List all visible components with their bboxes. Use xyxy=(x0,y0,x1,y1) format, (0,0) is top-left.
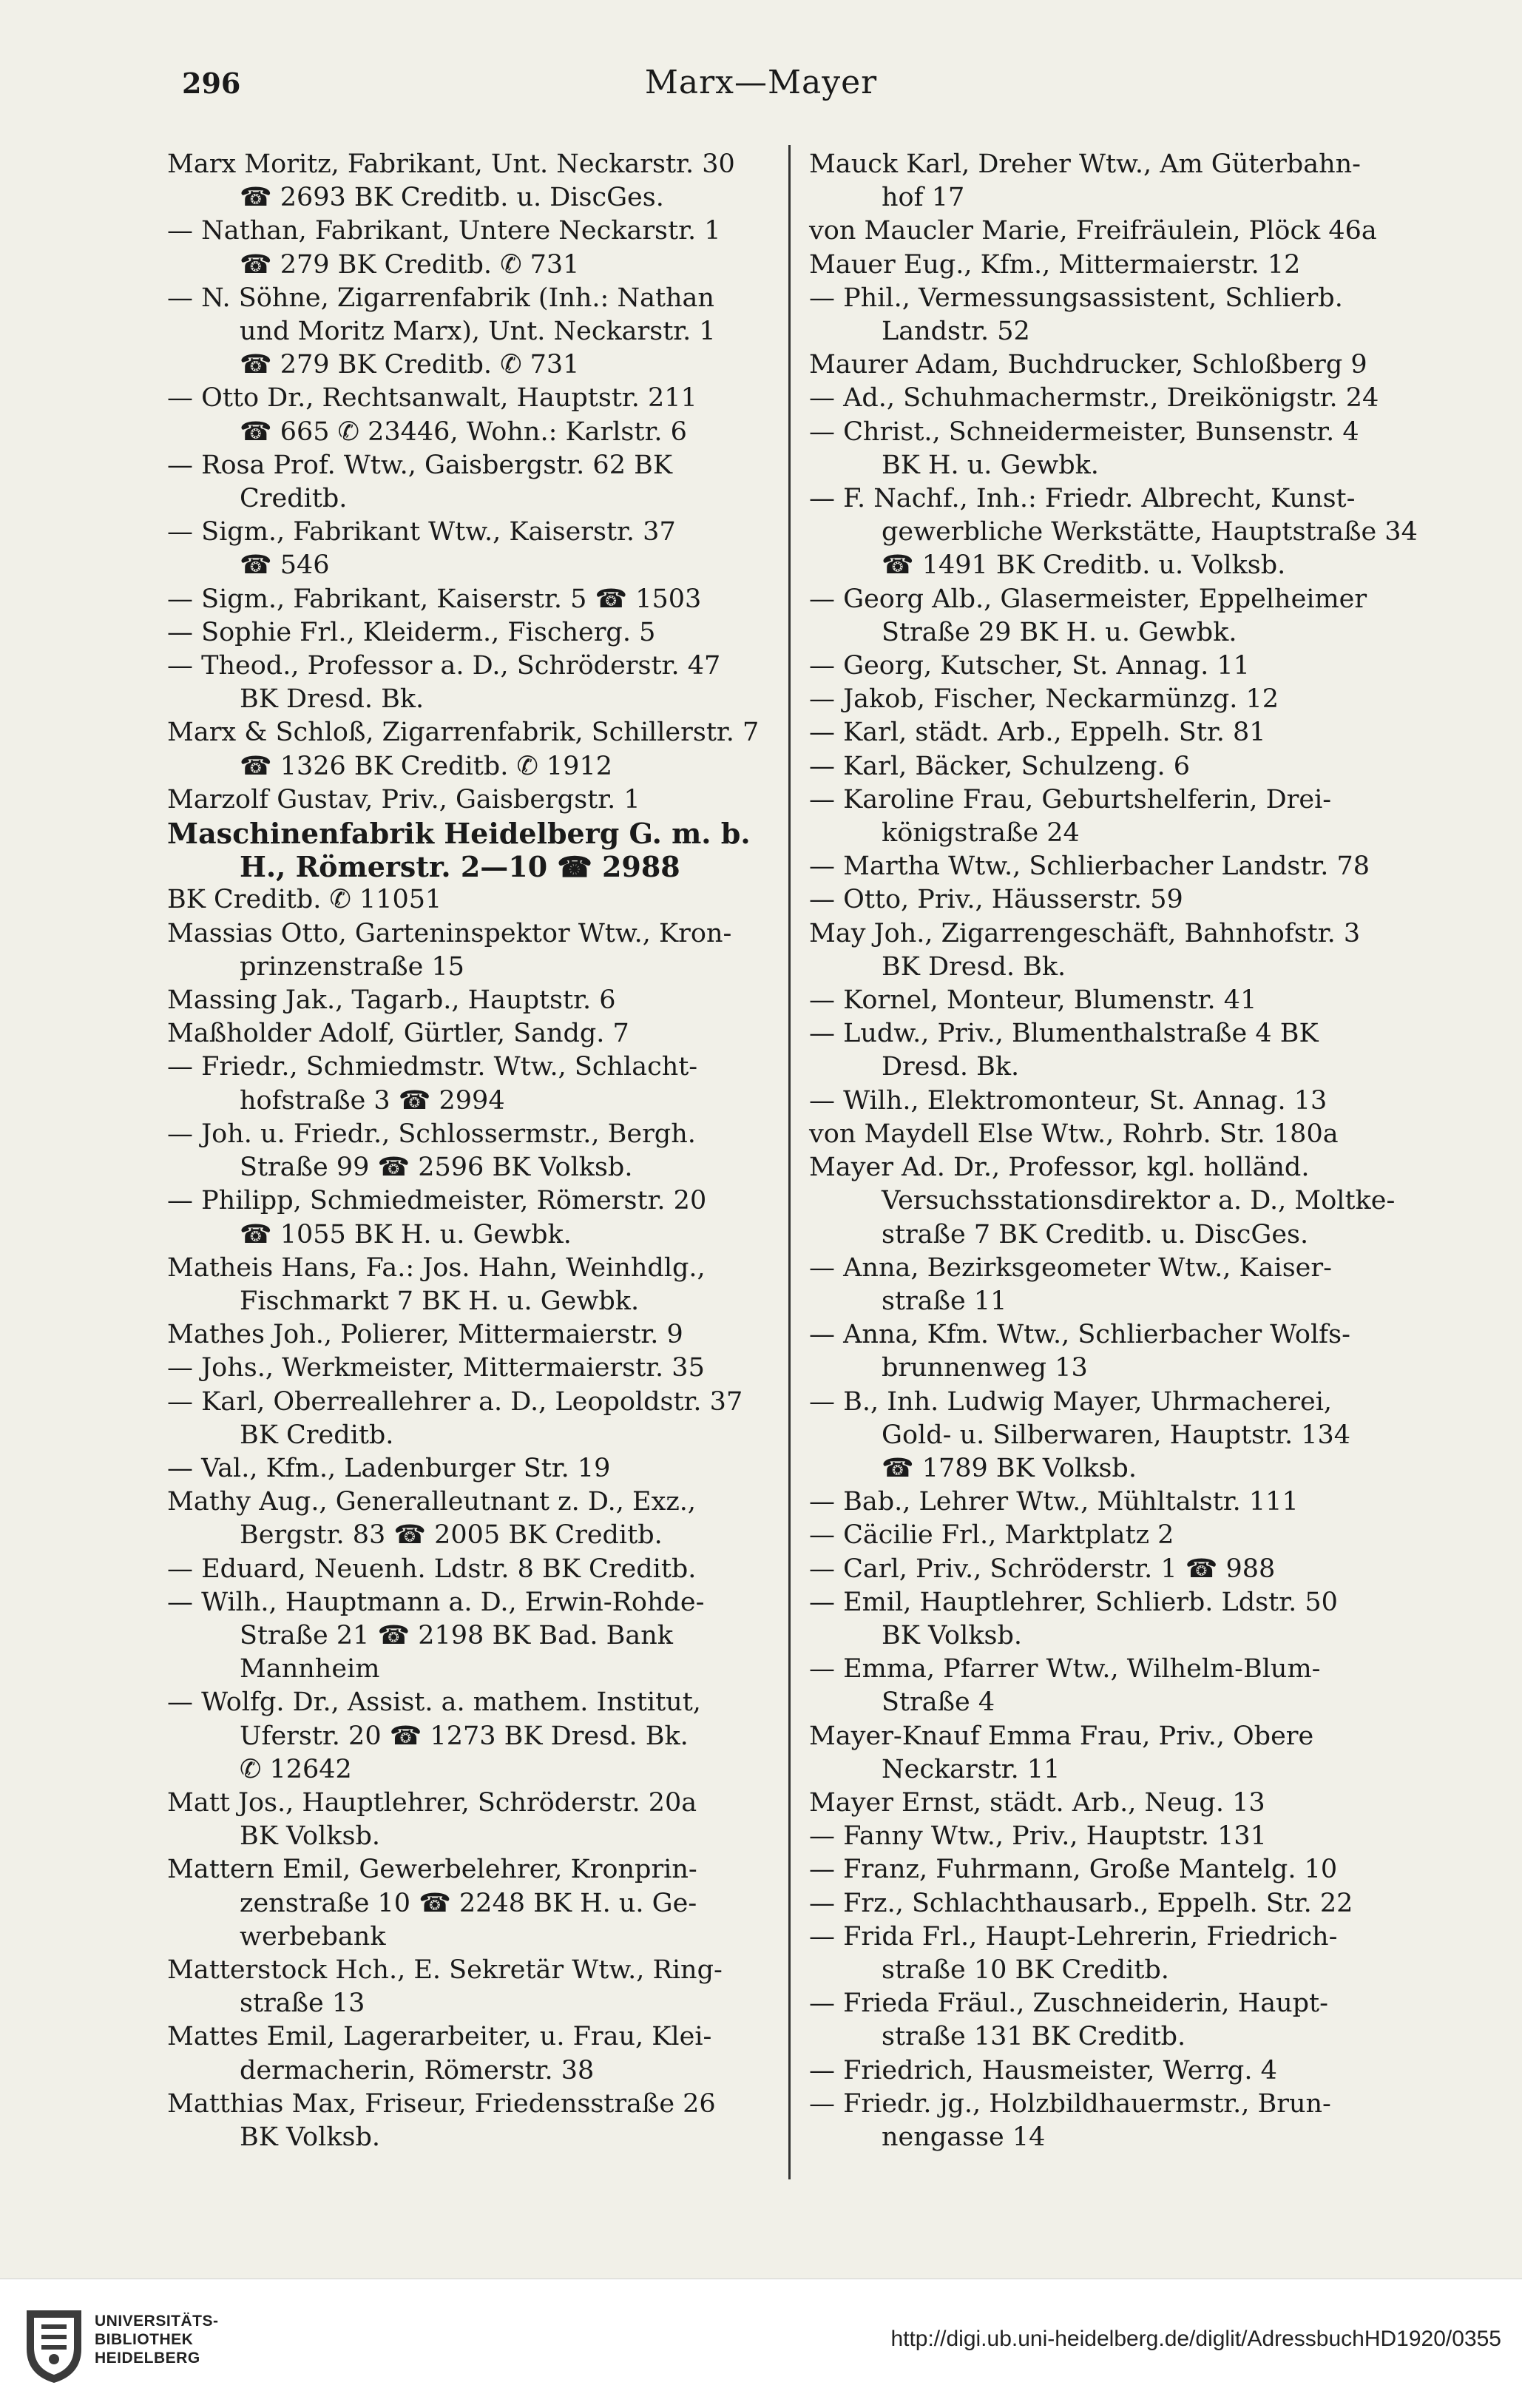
entry-line: — Philipp, Schmiedmeister, Römerstr. 20 xyxy=(167,1186,707,1216)
entry-line: Mathy Aug., Generalleutnant z. D., Exz., xyxy=(167,1487,697,1517)
directory-entry xyxy=(167,650,782,716)
entry-continuation: ✆ 12642 xyxy=(240,1754,352,1784)
directory-entry xyxy=(809,583,1435,650)
directory-entry xyxy=(167,917,782,984)
entry-line: von Maydell Else Wtw., Rohrb. Str. 180a xyxy=(809,1119,1339,1149)
directory-entry xyxy=(809,1519,1435,1552)
entry-line: — Ad., Schuhmachermstr., Dreikönigstr. 24 xyxy=(809,383,1379,414)
entry-line: — Joh. u. Friedr., Schlossermstr., Bergh. xyxy=(167,1119,696,1149)
entry-continuation: straße 11 xyxy=(882,1286,1007,1316)
entry-line: Maßholder Adolf, Gürtler, Sandg. 7 xyxy=(167,1019,629,1049)
entry-continuation: zenstraße 10 ☎ 2248 BK H. u. Ge- xyxy=(240,1888,697,1918)
entry-continuation: ☎ 665 ✆ 23446, Wohn.: Karlstr. 6 xyxy=(240,416,687,447)
entry-continuation: prinzenstraße 15 xyxy=(240,951,464,982)
entry-continuation: Straße 4 xyxy=(882,1687,995,1718)
directory-entry xyxy=(809,716,1435,749)
library-name-line: HEIDELBERG xyxy=(95,2350,200,2367)
entry-continuation: nengasse 14 xyxy=(882,2122,1046,2152)
directory-entry xyxy=(809,1318,1435,1385)
directory-entry xyxy=(167,583,782,616)
entry-line: — Eduard, Neuenh. Ldstr. 8 BK Creditb. xyxy=(167,1554,697,1584)
running-head: Marx—Mayer xyxy=(644,64,878,101)
entry-continuation: BK Creditb. xyxy=(240,1420,394,1450)
entry-line: — Christ., Schneidermeister, Bunsenstr. 4 xyxy=(809,416,1359,447)
column-divider xyxy=(788,145,791,2179)
entry-continuation: BK Volksb. xyxy=(240,2122,381,2152)
directory-entry xyxy=(809,1485,1435,1519)
directory-entry xyxy=(167,1553,782,1586)
left-column xyxy=(167,148,782,2154)
entry-line: — Sigm., Fabrikant, Kaiserstr. 5 ☎ 1503 xyxy=(167,584,702,614)
directory-entry xyxy=(167,1184,782,1251)
directory-entry xyxy=(809,148,1435,215)
entry-line: — Wilh., Hauptmann a. D., Erwin-Rohde- xyxy=(167,1587,705,1617)
entry-continuation: Mannheim xyxy=(240,1654,380,1684)
source-url-link[interactable]: http://digi.ub.uni-heidelberg.de/diglit/AdressbuchHD1920/0355 xyxy=(890,2327,1501,2351)
directory-entry xyxy=(809,249,1435,282)
entry-line: Maschinenfabrik Heidelberg G. m. b. xyxy=(167,817,751,851)
entry-line: Marx Moritz, Fabrikant, Unt. Neckarstr. 30 xyxy=(167,149,735,179)
directory-entry xyxy=(167,215,782,281)
entry-line: — Sophie Frl., Kleiderm., Fischerg. 5 xyxy=(167,617,656,647)
entry-line: — Emma, Pfarrer Wtw., Wilhelm-Blum- xyxy=(809,1654,1321,1684)
directory-entry xyxy=(167,984,782,1017)
entry-line: — Carl, Priv., Schröderstr. 1 ☎ 988 xyxy=(809,1554,1276,1584)
entry-continuation: hof 17 xyxy=(882,183,965,213)
university-seal-icon xyxy=(21,2304,87,2386)
entry-continuation: Versuchsstationsdirektor a. D., Moltke- xyxy=(882,1186,1396,1216)
directory-entry xyxy=(809,850,1435,883)
directory-entry xyxy=(809,1787,1435,1820)
directory-entry xyxy=(809,783,1435,850)
entry-line: Marx & Schloß, Zigarrenfabrik, Schillerstr. 7 xyxy=(167,718,760,748)
entry-continuation: ☎ 2693 BK Creditb. u. DiscGes. xyxy=(240,183,664,213)
entry-line: — Karl, städt. Arb., Eppelh. Str. 81 xyxy=(809,718,1266,748)
directory-entry xyxy=(809,382,1435,415)
entry-line: — Emil, Hauptlehrer, Schlierb. Ldstr. 50 xyxy=(809,1587,1338,1617)
entry-continuation: Straße 29 BK H. u. Gewbk. xyxy=(882,617,1237,647)
entry-line: — Friedr., Schmiedmstr. Wtw., Schlacht- xyxy=(167,1052,698,1082)
entry-continuation: Straße 99 ☎ 2596 BK Volksb. xyxy=(240,1153,633,1183)
directory-entry xyxy=(809,1887,1435,1920)
directory-entry xyxy=(809,1720,1435,1787)
directory-entry xyxy=(809,1151,1435,1252)
entry-line: Matterstock Hch., E. Sekretär Wtw., Ring- xyxy=(167,1955,723,1985)
directory-entry xyxy=(167,1586,782,1687)
entry-line: — Georg, Kutscher, St. Annag. 11 xyxy=(809,651,1250,681)
entry-line: Mattes Emil, Lagerarbeiter, u. Frau, Klei- xyxy=(167,2022,712,2052)
entry-line: — Karl, Oberreallehrer a. D., Leopoldstr. 37 xyxy=(167,1386,743,1417)
entry-line: Mauer Eug., Kfm., Mittermaierstr. 12 xyxy=(809,249,1301,280)
entry-line: — Jakob, Fischer, Neckarmünzg. 12 xyxy=(809,684,1279,715)
entry-continuation: gewerbliche Werkstätte, Hauptstraße 34 xyxy=(882,517,1418,547)
entry-line: — B., Inh. Ludwig Mayer, Uhrmacherei, xyxy=(809,1386,1333,1417)
directory-entry xyxy=(167,1318,782,1352)
directory-entry xyxy=(167,449,782,516)
entry-line: Maurer Adam, Buchdrucker, Schloßberg 9 xyxy=(809,350,1367,380)
entry-line: Mattern Emil, Gewerbelehrer, Kronprin- xyxy=(167,1855,697,1885)
entry-line: — Wolfg. Dr., Assist. a. mathem. Institut, xyxy=(167,1687,701,1718)
entry-line: — N. Söhne, Zigarrenfabrik (Inh.: Nathan xyxy=(167,283,714,313)
directory-entry xyxy=(809,1252,1435,1318)
directory-entry xyxy=(809,416,1435,482)
directory-entry xyxy=(167,282,782,382)
entry-line: Mayer Ernst, städt. Arb., Neug. 13 xyxy=(809,1787,1265,1818)
entry-line: BK Creditb. ✆ 11051 xyxy=(167,885,442,915)
entry-line: — Franz, Fuhrmann, Große Mantelg. 10 xyxy=(809,1855,1338,1885)
library-name-line: BIBLIOTHEK xyxy=(95,2331,194,2348)
directory-entry xyxy=(167,1017,782,1050)
directory-entry xyxy=(809,683,1435,716)
directory-entry xyxy=(809,2054,1435,2088)
directory-entry xyxy=(167,2088,782,2154)
directory-entry xyxy=(809,1853,1435,1886)
entry-continuation: Fischmarkt 7 BK H. u. Gewbk. xyxy=(240,1286,640,1316)
page-header xyxy=(177,53,1345,105)
directory-entry xyxy=(167,1352,782,1385)
entry-line: Mathes Joh., Polierer, Mittermaierstr. 9 xyxy=(167,1320,683,1350)
entry-line: — Val., Kfm., Ladenburger Str. 19 xyxy=(167,1453,611,1483)
entry-continuation: Bergstr. 83 ☎ 2005 BK Creditb. xyxy=(240,1520,663,1551)
entry-line: — Friedrich, Hausmeister, Werrg. 4 xyxy=(809,2055,1277,2085)
entry-continuation: hofstraße 3 ☎ 2994 xyxy=(240,1085,505,1116)
entry-line: — Frieda Fräul., Zuschneiderin, Haupt- xyxy=(809,1989,1328,2019)
directory-entry xyxy=(809,1987,1435,2054)
directory-entry xyxy=(167,1787,782,1853)
directory-entry xyxy=(167,817,782,883)
entry-line: — Theod., Professor a. D., Schröderstr. 47 xyxy=(167,651,721,681)
entry-line: — Ludw., Priv., Blumenthalstraße 4 BK xyxy=(809,1019,1319,1049)
directory-entry xyxy=(167,1118,782,1184)
entry-line: — Frz., Schlachthausarb., Eppelh. Str. 22 xyxy=(809,1888,1353,1918)
entry-continuation: BK Volksb. xyxy=(240,1821,381,1852)
entry-continuation: Neckarstr. 11 xyxy=(882,1754,1061,1784)
entry-line: Matheis Hans, Fa.: Jos. Hahn, Weinhdlg., xyxy=(167,1252,706,1283)
library-name xyxy=(95,2312,219,2367)
directory-entry xyxy=(167,1452,782,1485)
entry-continuation: Uferstr. 20 ☎ 1273 BK Dresd. Bk. xyxy=(240,1721,689,1751)
directory-entry xyxy=(809,1586,1435,1653)
entry-line: — Friedr. jg., Holzbildhauermstr., Brun- xyxy=(809,2088,1331,2119)
entry-line: — Karl, Bäcker, Schulzeng. 6 xyxy=(809,751,1191,781)
entry-line: — Martha Wtw., Schlierbacher Landstr. 78 xyxy=(809,851,1370,882)
entry-line: Matthias Max, Friseur, Friedensstraße 26 xyxy=(167,2088,716,2119)
directory-entry xyxy=(167,783,782,817)
viewer-footer xyxy=(0,2279,1522,2408)
directory-entry xyxy=(167,1954,782,2020)
entry-line: — Anna, Kfm. Wtw., Schlierbacher Wolfs- xyxy=(809,1320,1350,1350)
entry-continuation: Landstr. 52 xyxy=(882,317,1030,347)
entry-line: Marzolf Gustav, Priv., Gaisbergstr. 1 xyxy=(167,784,640,815)
directory-entry xyxy=(167,1686,782,1787)
entry-line: — Otto Dr., Rechtsanwalt, Hauptstr. 211 xyxy=(167,383,697,414)
directory-entry xyxy=(809,348,1435,382)
page-number: 296 xyxy=(182,67,241,100)
entry-line: — Cäcilie Frl., Marktplatz 2 xyxy=(809,1520,1174,1551)
entry-continuation: ☎ 1055 BK H. u. Gewbk. xyxy=(240,1219,572,1249)
entry-line: — Kornel, Monteur, Blumenstr. 41 xyxy=(809,985,1257,1016)
directory-entry xyxy=(809,917,1435,984)
entry-line: Mayer-Knauf Emma Frau, Priv., Obere xyxy=(809,1721,1314,1751)
directory-entry xyxy=(809,1820,1435,1853)
directory-entry xyxy=(167,716,782,783)
entry-line: — Karoline Frau, Geburtshelferin, Drei- xyxy=(809,784,1332,815)
directory-entry xyxy=(809,282,1435,348)
directory-entry xyxy=(809,482,1435,583)
entry-continuation: H., Römerstr. 2—10 ☎ 2988 xyxy=(240,850,680,884)
entry-line: — Phil., Vermessungsassistent, Schlierb. xyxy=(809,283,1343,313)
entry-line: Mayer Ad. Dr., Professor, kgl. holländ. xyxy=(809,1153,1310,1183)
entry-line: — Johs., Werkmeister, Mittermaierstr. 35 xyxy=(167,1353,705,1383)
entry-line: — Fanny Wtw., Priv., Hauptstr. 131 xyxy=(809,1821,1267,1852)
entry-continuation: BK Volksb. xyxy=(882,1620,1023,1650)
directory-entry xyxy=(167,1386,782,1452)
entry-continuation: BK Dresd. Bk. xyxy=(882,951,1066,982)
directory-entry xyxy=(809,750,1435,783)
entry-line: — F. Nachf., Inh.: Friedr. Albrecht, Kunst- xyxy=(809,484,1356,514)
entry-continuation: königstraße 24 xyxy=(882,818,1080,849)
entry-line: May Joh., Zigarrengeschäft, Bahnhofstr. 3 xyxy=(809,918,1361,948)
library-name-line: UNIVERSITÄTS- xyxy=(95,2313,219,2330)
entry-continuation: ☎ 1789 BK Volksb. xyxy=(882,1453,1137,1483)
directory-entry xyxy=(167,1252,782,1318)
directory-entry xyxy=(809,1653,1435,1719)
entry-line: Mauck Karl, Dreher Wtw., Am Güterbahn- xyxy=(809,149,1361,179)
entry-line: — Wilh., Elektromonteur, St. Annag. 13 xyxy=(809,1085,1327,1116)
directory-entry xyxy=(167,883,782,917)
directory-entry xyxy=(809,984,1435,1017)
entry-continuation: Gold- u. Silberwaren, Hauptstr. 134 xyxy=(882,1420,1351,1450)
entry-line: — Nathan, Fabrikant, Untere Neckarstr. 1 xyxy=(167,216,721,246)
directory-entry xyxy=(167,616,782,650)
entry-continuation: ☎ 546 xyxy=(240,550,330,581)
entry-continuation: Straße 21 ☎ 2198 BK Bad. Bank xyxy=(240,1620,674,1650)
directory-entry xyxy=(809,883,1435,917)
entry-line: Massing Jak., Tagarb., Hauptstr. 6 xyxy=(167,985,616,1016)
entry-line: — Frida Frl., Haupt-Lehrerin, Friedrich- xyxy=(809,1921,1338,1952)
entry-continuation: ☎ 279 BK Creditb. ✆ 731 xyxy=(240,249,580,280)
entry-continuation: Dresd. Bk. xyxy=(882,1052,1020,1082)
directory-entry xyxy=(809,1920,1435,1987)
directory-entry xyxy=(809,1085,1435,1118)
entry-continuation: werbebank xyxy=(240,1921,386,1952)
directory-entry xyxy=(167,1485,782,1552)
entry-line: von Maucler Marie, Freifräulein, Plöck 46a xyxy=(809,216,1377,246)
entry-continuation: BK H. u. Gewbk. xyxy=(882,450,1099,480)
directory-entry xyxy=(167,516,782,582)
directory-entry xyxy=(167,148,782,215)
entry-continuation: und Moritz Marx), Unt. Neckarstr. 1 xyxy=(240,317,716,347)
entry-line: — Georg Alb., Glasermeister, Eppelheimer xyxy=(809,584,1367,614)
directory-entry xyxy=(809,1118,1435,1151)
directory-entry xyxy=(809,1386,1435,1486)
entry-line: — Sigm., Fabrikant Wtw., Kaiserstr. 37 xyxy=(167,517,676,547)
entry-continuation: brunnenweg 13 xyxy=(882,1353,1088,1383)
entry-line: — Rosa Prof. Wtw., Gaisbergstr. 62 BK xyxy=(167,450,672,480)
directory-entry xyxy=(167,382,782,448)
entry-line: — Anna, Bezirksgeometer Wtw., Kaiser- xyxy=(809,1252,1332,1283)
directory-entry xyxy=(809,1017,1435,1084)
entry-continuation: straße 13 xyxy=(240,1989,365,2019)
entry-continuation: BK Dresd. Bk. xyxy=(240,684,425,715)
directory-entry xyxy=(167,1853,782,1954)
directory-entry xyxy=(809,215,1435,248)
entry-line: Matt Jos., Hauptlehrer, Schröderstr. 20a xyxy=(167,1787,697,1818)
entry-continuation: ☎ 279 BK Creditb. ✆ 731 xyxy=(240,350,580,380)
entry-continuation: straße 131 BK Creditb. xyxy=(882,2022,1186,2052)
right-column xyxy=(809,148,1435,2154)
entry-line: — Otto, Priv., Häusserstr. 59 xyxy=(809,885,1183,915)
directory-entry xyxy=(809,2088,1435,2154)
entry-continuation: ☎ 1326 BK Creditb. ✆ 1912 xyxy=(240,751,612,781)
entry-continuation: ☎ 1491 BK Creditb. u. Volksb. xyxy=(882,550,1286,581)
directory-entry xyxy=(167,1050,782,1117)
entry-continuation: Creditb. xyxy=(240,484,348,514)
entry-line: Massias Otto, Garteninspektor Wtw., Kron- xyxy=(167,918,732,948)
directory-entry xyxy=(809,1553,1435,1586)
entry-line: — Bab., Lehrer Wtw., Mühltalstr. 111 xyxy=(809,1487,1299,1517)
entry-continuation: straße 7 BK Creditb. u. DiscGes. xyxy=(882,1219,1309,1249)
entry-continuation: dermacherin, Römerstr. 38 xyxy=(240,2055,595,2085)
directory-entry xyxy=(809,650,1435,683)
entry-continuation: straße 10 BK Creditb. xyxy=(882,1955,1169,1985)
directory-entry xyxy=(167,2020,782,2087)
